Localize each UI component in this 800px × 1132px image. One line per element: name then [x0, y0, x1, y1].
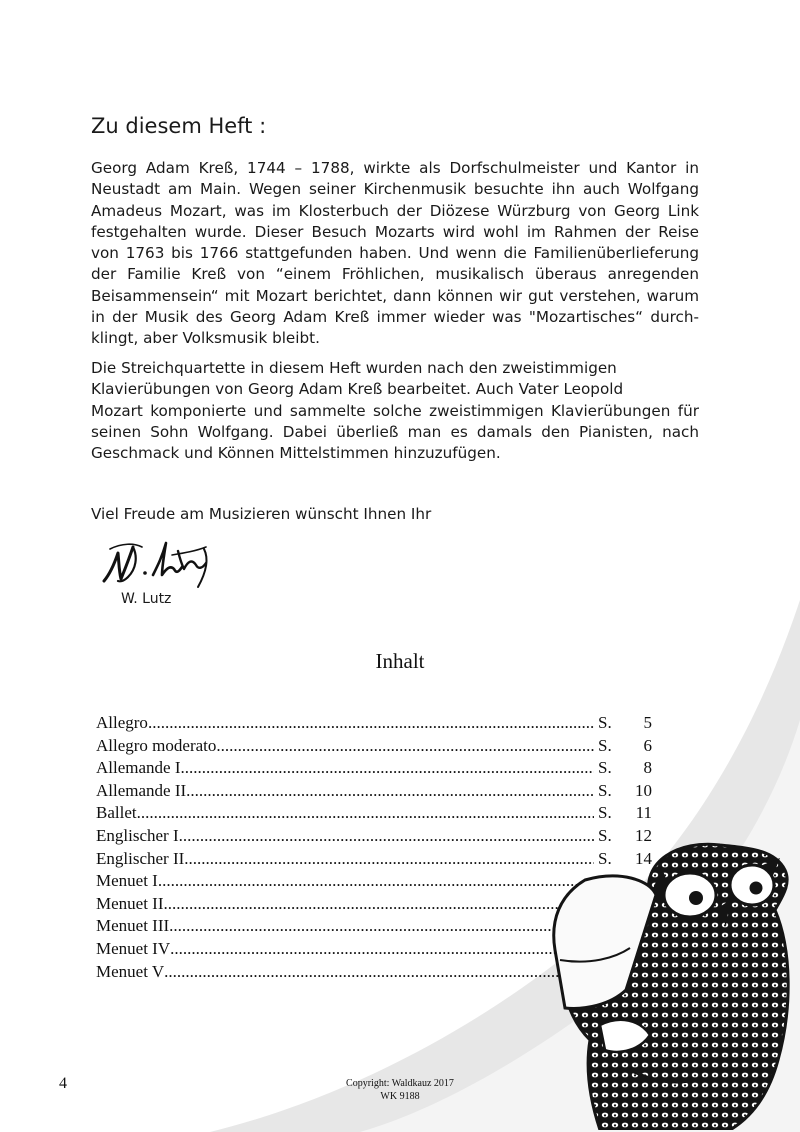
toc-page-number: 10 — [635, 780, 652, 800]
paragraph-line: Beisammensein“ mit Mozart berichtet, dann können wir gut verstehen, warum — [91, 286, 699, 305]
paragraph-line: Die Streichquartette in diesem Heft wurden nach den zweistimmigen — [91, 359, 617, 377]
toc-page-prefix: S. — [598, 780, 612, 800]
toc-entry — [96, 781, 652, 804]
toc-dot-leader — [186, 781, 594, 801]
closing-greeting: Viel Freude am Musizieren wünscht Ihnen Ihr — [91, 505, 432, 523]
toc-dot-leader — [181, 758, 595, 778]
toc-entry-title: Menuet IV — [96, 938, 171, 958]
paragraph-line: festgehalten wurde. Dieser Besuch Mozarts wird wohl im Rahmen der Reise — [91, 222, 699, 241]
toc-title: Inhalt — [375, 649, 425, 673]
toc-entry-title: Menuet II — [96, 893, 164, 913]
toc-entry-title: Allegro — [96, 713, 148, 732]
signature-name: W. Lutz — [121, 591, 172, 607]
page-number: 4 — [59, 1075, 67, 1092]
toc-page-number: 8 — [643, 758, 652, 778]
paragraph-line: Geschmack und Können Mittelstimmen hinzuzufügen. — [91, 444, 501, 463]
toc-entry-title: Englischer I — [96, 825, 179, 845]
toc-dot-leader — [148, 713, 594, 733]
toc-entry — [96, 713, 652, 736]
paragraph-line: Amadeus Mozart, was im Klosterbuch der Diözese Würzburg von Georg Link — [91, 201, 699, 220]
copyright-text: Copyright: Waldkauz 2017 — [346, 1078, 454, 1089]
paragraph-line: von 1763 bis 1766 stattgefunden haben. Und wenn die Familienüberlieferung — [91, 244, 699, 263]
toc-entry-title: Allegro moderato — [96, 735, 217, 755]
paragraph-line: seinen Sohn Wolfgang. Dabei überließ man es damals den Pianisten, nach — [91, 422, 699, 441]
toc-page-prefix: S. — [598, 758, 612, 778]
toc-entry-title: Menuet I — [96, 871, 158, 891]
toc-entry — [96, 736, 652, 759]
paragraph-line: klingt, aber Volksmusik bleibt. — [91, 329, 320, 348]
toc-page-number: 14 — [635, 848, 652, 868]
toc-dot-leader — [158, 871, 594, 891]
toc-page-prefix: S. — [598, 848, 612, 868]
toc-dot-leader — [137, 803, 594, 823]
toc-page-number: 12 — [635, 825, 652, 845]
toc-entry — [96, 803, 652, 826]
paragraph-line: Neustadt am Main. Wegen seiner Kirchenmusik besuchte ihn auch Wolfgang — [91, 180, 699, 199]
toc-page-number: 5 — [643, 713, 652, 732]
section-heading: Zu diesem Heft : — [91, 114, 267, 138]
toc-page-prefix: S. — [598, 825, 612, 845]
toc-entry-title: Ballet — [96, 803, 137, 823]
paragraph-line: der Familie Kreß von “einem Fröhlichen, musikalisch überaus anregenden — [91, 265, 699, 284]
toc-entry-title: Allemande I — [96, 758, 181, 778]
toc-entry — [96, 758, 652, 781]
catalog-number: WK 9188 — [380, 1091, 420, 1102]
toc-entry-title: Menuet III — [96, 916, 170, 936]
toc-entry-title: Allemande II — [96, 780, 187, 800]
paragraph-line: Georg Adam Kreß, 1744 – 1788, wirkte als Dorfschulmeister und Kantor in — [91, 159, 699, 177]
toc-page-number: 6 — [643, 735, 652, 755]
toc-page-prefix: S. — [598, 713, 612, 732]
toc-entry-title: Menuet V — [96, 961, 165, 981]
toc-page-prefix: S. — [598, 803, 612, 823]
copyright-footer — [0, 1077, 800, 1103]
toc-dot-leader — [216, 736, 594, 756]
paragraph-line: Klavierübungen von Georg Adam Kreß bearbeitet. Auch Vater Leopold — [91, 380, 624, 399]
arrangement-paragraph — [91, 358, 699, 464]
paragraph-line: Mozart komponierte und sammelte solche zweistimmigen Klavierübungen für — [91, 401, 699, 420]
toc-page-number: 11 — [635, 803, 652, 823]
toc-page-prefix: S. — [598, 735, 612, 755]
intro-paragraph — [91, 158, 699, 350]
paragraph-line: in der Musik des Georg Adam Kreß immer wieder was "Mozartisches“ durch- — [91, 308, 699, 327]
toc-entry-title: Englischer II — [96, 848, 185, 868]
